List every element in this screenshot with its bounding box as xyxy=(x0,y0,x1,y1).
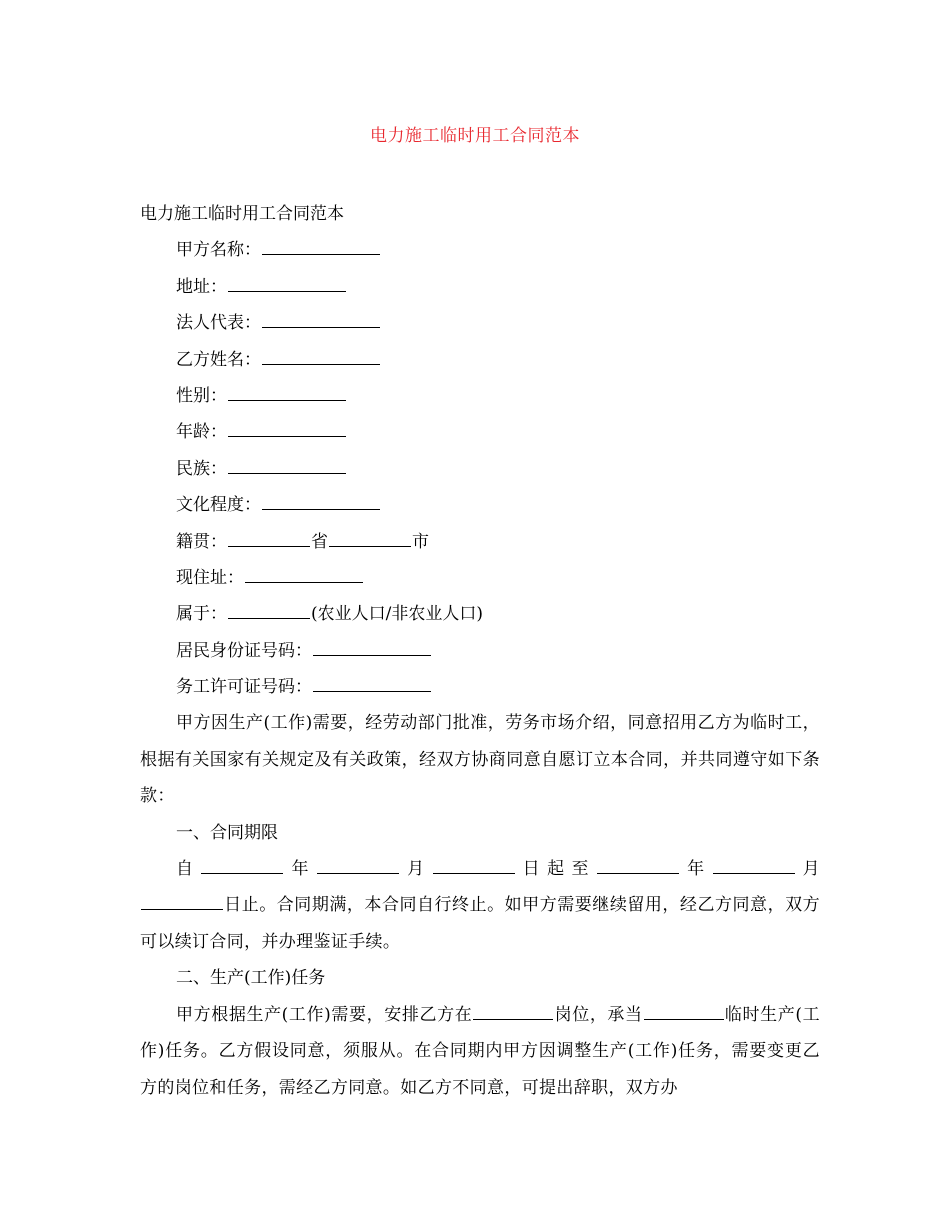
blank-line xyxy=(228,421,346,437)
document-title: 电力施工临时用工合同范本 xyxy=(370,126,580,146)
section2-heading: 二、生产(工作)任务 xyxy=(176,968,326,989)
text-month: 月 xyxy=(400,859,432,880)
blank-line xyxy=(228,458,346,474)
field-id-number xyxy=(140,633,820,669)
field-label: 年龄： xyxy=(176,422,227,443)
blank-line xyxy=(228,603,310,619)
text-from: 自 xyxy=(176,859,201,880)
blank-line xyxy=(201,858,283,874)
field-label: 文化程度： xyxy=(176,495,261,516)
field-label: 甲方名称： xyxy=(176,240,261,261)
blank-line xyxy=(473,1004,553,1020)
section2-paragraph xyxy=(140,997,820,1106)
blank-line xyxy=(433,858,515,874)
blank-line xyxy=(262,239,380,255)
field-label: 务工许可证号码： xyxy=(176,677,312,698)
city-label: 市 xyxy=(412,531,429,552)
blank-line xyxy=(228,276,346,292)
blank-line xyxy=(262,312,380,328)
blank-line xyxy=(141,894,223,910)
field-label: 乙方姓名： xyxy=(176,349,261,370)
document-heading: 电力施工临时用工合同范本 xyxy=(140,204,344,224)
field-gender xyxy=(140,378,820,414)
province-label: 省 xyxy=(311,531,328,552)
blank-line xyxy=(262,349,380,365)
field-label: 性别： xyxy=(176,385,227,406)
text-start: 甲方根据生产(工作)需要，安排乙方在 xyxy=(176,1004,473,1025)
text-year2: 年 xyxy=(679,859,712,880)
field-address xyxy=(140,269,820,305)
field-label: 地址： xyxy=(176,276,227,297)
document-body xyxy=(140,196,820,1106)
text-post: 岗位，承当 xyxy=(554,1004,643,1025)
belongs-options: (农业人口/非农业人口) xyxy=(311,604,483,625)
field-current-address xyxy=(140,560,820,596)
text-month2: 月 xyxy=(795,859,820,880)
blank-line xyxy=(228,385,346,401)
section1-paragraph xyxy=(140,851,820,960)
blank-line xyxy=(329,531,411,547)
field-party-a-name xyxy=(140,232,820,268)
field-work-permit xyxy=(140,669,820,705)
text-day-start: 日起至 xyxy=(515,859,596,880)
blank-line xyxy=(313,640,431,656)
blank-line xyxy=(713,858,795,874)
blank-line xyxy=(313,676,431,692)
section1-heading: 一、合同期限 xyxy=(176,822,278,843)
blank-line xyxy=(317,858,399,874)
blank-line xyxy=(262,494,380,510)
blank-line xyxy=(245,567,363,583)
text-year: 年 xyxy=(284,859,316,880)
field-party-b-name xyxy=(140,342,820,378)
field-education xyxy=(140,487,820,523)
field-age xyxy=(140,414,820,450)
text-rest: 日止。合同期满，本合同自行终止。如甲方需要继续留用，经乙方同意，双方可以续订合同，并办理鉴证手续。 xyxy=(140,895,820,952)
blank-line xyxy=(597,858,679,874)
blank-line xyxy=(228,531,310,547)
field-ethnicity xyxy=(140,451,820,487)
field-label: 属于： xyxy=(176,604,227,625)
blank-line xyxy=(644,1004,724,1020)
field-label: 民族： xyxy=(176,458,227,479)
field-label: 现住址： xyxy=(176,567,244,588)
field-origin xyxy=(140,524,820,560)
field-label: 居民身份证号码： xyxy=(176,640,312,661)
text-rest: 临时生产(工作)任务。乙方假设同意，须服从。在合同期内甲方因调整生产(工作)任务，需要变更乙方的岗位和任务，需经乙方同意。如乙方不同意，可提出辞职，双方办 xyxy=(140,1004,820,1098)
field-legal-rep xyxy=(140,305,820,341)
field-label: 法人代表： xyxy=(176,313,261,334)
field-belongs xyxy=(140,596,820,632)
field-label: 籍贯： xyxy=(176,531,227,552)
intro-paragraph: 甲方因生产(工作)需要，经劳动部门批准，劳务市场介绍，同意招用乙方为临时工，根据有关国家有关规定及有关政策，经双方协商同意自愿订立本合同，并共同遵守如下条款： xyxy=(140,713,820,807)
